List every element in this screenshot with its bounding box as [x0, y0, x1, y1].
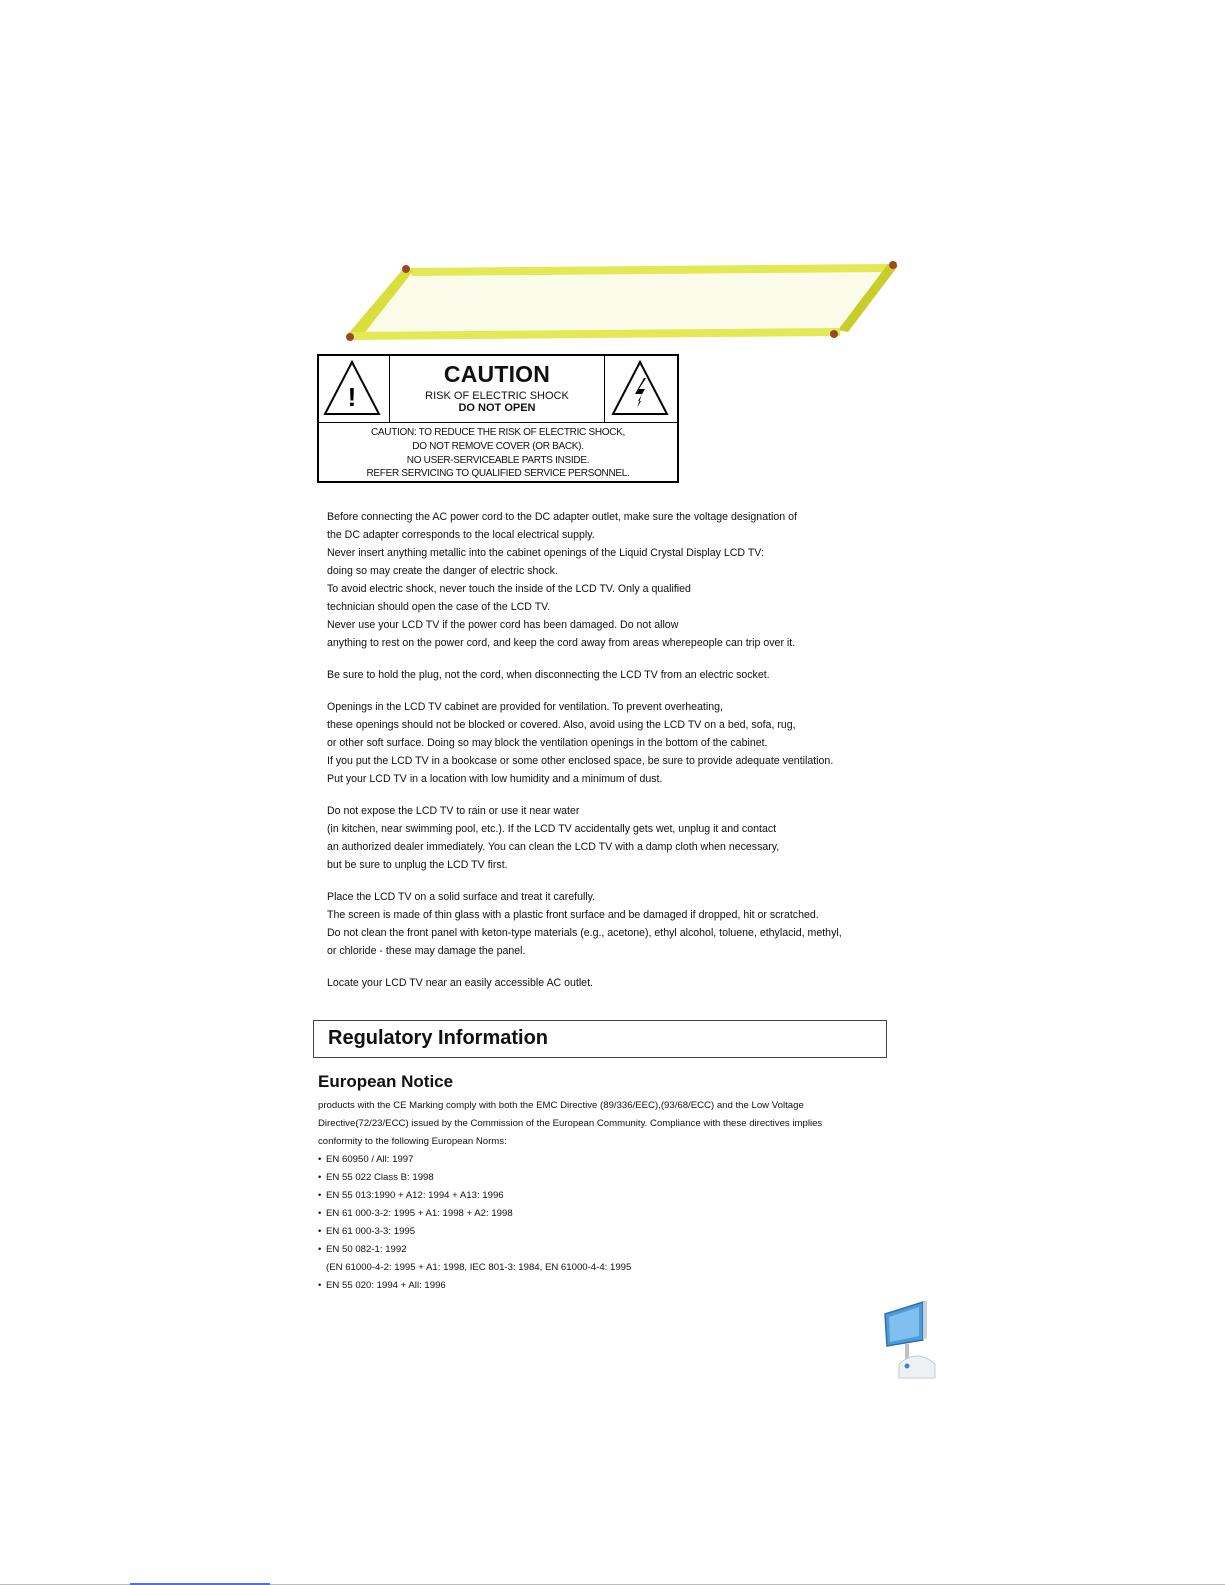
- text-line: Locate your LCD TV near an easily accessible AC outlet.: [327, 977, 593, 989]
- bullet: •: [318, 1280, 322, 1291]
- list-item: [318, 1223, 888, 1241]
- paragraph-water: [327, 802, 897, 874]
- caution-line: DO NOT REMOVE COVER (OR BACK).: [412, 440, 584, 452]
- caution-label: [317, 354, 679, 483]
- caution-subtitle: RISK OF ELECTRIC SHOCK: [425, 390, 569, 402]
- text-line: If you put the LCD TV in a bookcase or some other enclosed space, be sure to provide adequate ventilation.: [327, 755, 834, 767]
- list-item: [318, 1205, 888, 1223]
- norm-text: EN 55 020: 1994 + All: 1996: [326, 1280, 446, 1291]
- text-line: Do not expose the LCD TV to rain or use it near water: [327, 805, 580, 817]
- text-line: products with the CE Marking comply with both the EMC Directive (89/336/EEC),(93/68/ECC) and the Low Voltage: [318, 1100, 804, 1111]
- regulatory-header: [313, 1020, 887, 1058]
- text-line: conformity to the following European Norms:: [318, 1136, 507, 1147]
- list-item: [318, 1187, 888, 1205]
- norm-text: EN 55 013:1990 + A12: 1994 + A13: 1996: [326, 1190, 504, 1201]
- paragraph-outlet: [327, 974, 897, 992]
- exclamation-triangle-icon: [319, 356, 385, 420]
- norms-list: [318, 1151, 888, 1295]
- paragraph-plug: [327, 666, 897, 684]
- regulatory-title: Regulatory Information: [328, 1027, 549, 1049]
- text-line: or chloride - these may damage the panel.: [327, 945, 526, 957]
- paragraph-surface: [327, 888, 897, 960]
- text-line: but be sure to unplug the LCD TV first.: [327, 859, 508, 871]
- text-line: Never use your LCD TV if the power cord has been damaged. Do not allow: [327, 619, 679, 631]
- bullet: •: [318, 1208, 322, 1219]
- text-line: Never insert anything metallic into the cabinet openings of the Liquid Crystal Display LCD TV:: [327, 547, 764, 559]
- list-item: [318, 1169, 888, 1187]
- lightning-triangle-icon: [605, 356, 675, 420]
- text-line: Do not clean the front panel with keton-type materials (e.g., acetone), ethyl alcohol, toluene, ethylacid, methyl,: [327, 927, 842, 939]
- text-line: anything to rest on the power cord, and keep the cord away from areas wherepeople can trip over it.: [327, 637, 796, 649]
- text-line: Before connecting the AC power cord to the DC adapter outlet, make sure the voltage designation of: [327, 511, 797, 523]
- european-notice-body: [318, 1097, 888, 1295]
- european-notice-title: European Notice: [318, 1072, 454, 1091]
- norm-text: EN 55 022 Class B: 1998: [326, 1172, 434, 1183]
- norm-text: EN 61 000-3-3: 1995: [326, 1226, 416, 1237]
- list-item: [318, 1277, 888, 1295]
- caution-line: NO USER-SERVICEABLE PARTS INSIDE.: [406, 454, 590, 466]
- list-item: [318, 1151, 888, 1169]
- warning-cell: [319, 356, 390, 422]
- text-line: Be sure to hold the plug, not the cord, when disconnecting the LCD TV from an electric socket.: [327, 669, 770, 681]
- list-subnote: (EN 61000-4-2: 1995 + A1: 1998, IEC 801-3: 1984, EN 61000-4-4: 1995: [326, 1262, 632, 1273]
- text-line: Place the LCD TV on a solid surface and treat it carefully.: [327, 891, 596, 903]
- list-item: [318, 1241, 888, 1259]
- text-line: doing so may create the danger of electric shock.: [327, 565, 558, 577]
- caution-line: REFER SERVICING TO QUALIFIED SERVICE PERSONNEL.: [366, 468, 630, 480]
- text-line: these openings should not be blocked or covered. Also, avoid using the LCD TV on a bed, sofa, rug,: [327, 719, 796, 731]
- caution-header-row: [319, 356, 677, 423]
- text-line: or other soft surface. Doing so may block the ventilation openings in the bottom of the cabinet.: [327, 737, 768, 749]
- text-line: (in kitchen, near swimming pool, etc.). If the LCD TV accidentally gets wet, unplug it and contact: [327, 823, 777, 835]
- caution-instructions: [319, 423, 677, 481]
- text-line: an authorized dealer immediately. You can clean the LCD TV with a damp cloth when necessary,: [327, 841, 780, 853]
- bullet: •: [318, 1244, 322, 1255]
- electric-cell: [604, 356, 677, 422]
- caution-subtitle-bold: DO NOT OPEN: [458, 402, 536, 414]
- norm-text: EN 61 000-3-2: 1995 + A1: 1998 + A2: 1998: [326, 1208, 513, 1219]
- bullet: •: [318, 1172, 322, 1183]
- bullet: •: [318, 1154, 322, 1165]
- text-line: Openings in the LCD TV cabinet are provided for ventilation. To prevent overheating,: [327, 701, 723, 713]
- caution-title-cell: [389, 356, 605, 422]
- warning-symbol: !: [347, 382, 357, 412]
- text-line: technician should open the case of the LCD TV.: [327, 601, 551, 613]
- text-line: the DC adapter corresponds to the local electrical supply.: [327, 529, 595, 541]
- caution-line: CAUTION: TO REDUCE THE RISK OF ELECTRIC SHOCK,: [370, 427, 626, 438]
- safety-instructions: [327, 508, 897, 1006]
- text-line: The screen is made of thin glass with a plastic front surface and be damaged if dropped, hit or scratched.: [327, 909, 819, 921]
- paragraph-power: [327, 508, 897, 652]
- scroll-banner: [340, 258, 910, 344]
- bullet: •: [318, 1190, 322, 1201]
- paragraph-ventilation: [327, 698, 897, 788]
- text-line: Put your LCD TV in a location with low humidity and a minimum of dust.: [327, 773, 663, 785]
- bullet: •: [318, 1226, 322, 1237]
- text-line: To avoid electric shock, never touch the inside of the LCD TV. Only a qualified: [327, 583, 691, 595]
- text-line: Directive(72/23/ECC) issued by the Commission of the European Community. Compliance with these directives implies: [318, 1118, 823, 1129]
- norm-text: EN 50 082-1: 1992: [326, 1244, 407, 1255]
- monitor-illustration: [877, 1300, 949, 1382]
- caution-title: CAUTION: [443, 361, 551, 387]
- norm-text: EN 60950 / All: 1997: [326, 1154, 414, 1165]
